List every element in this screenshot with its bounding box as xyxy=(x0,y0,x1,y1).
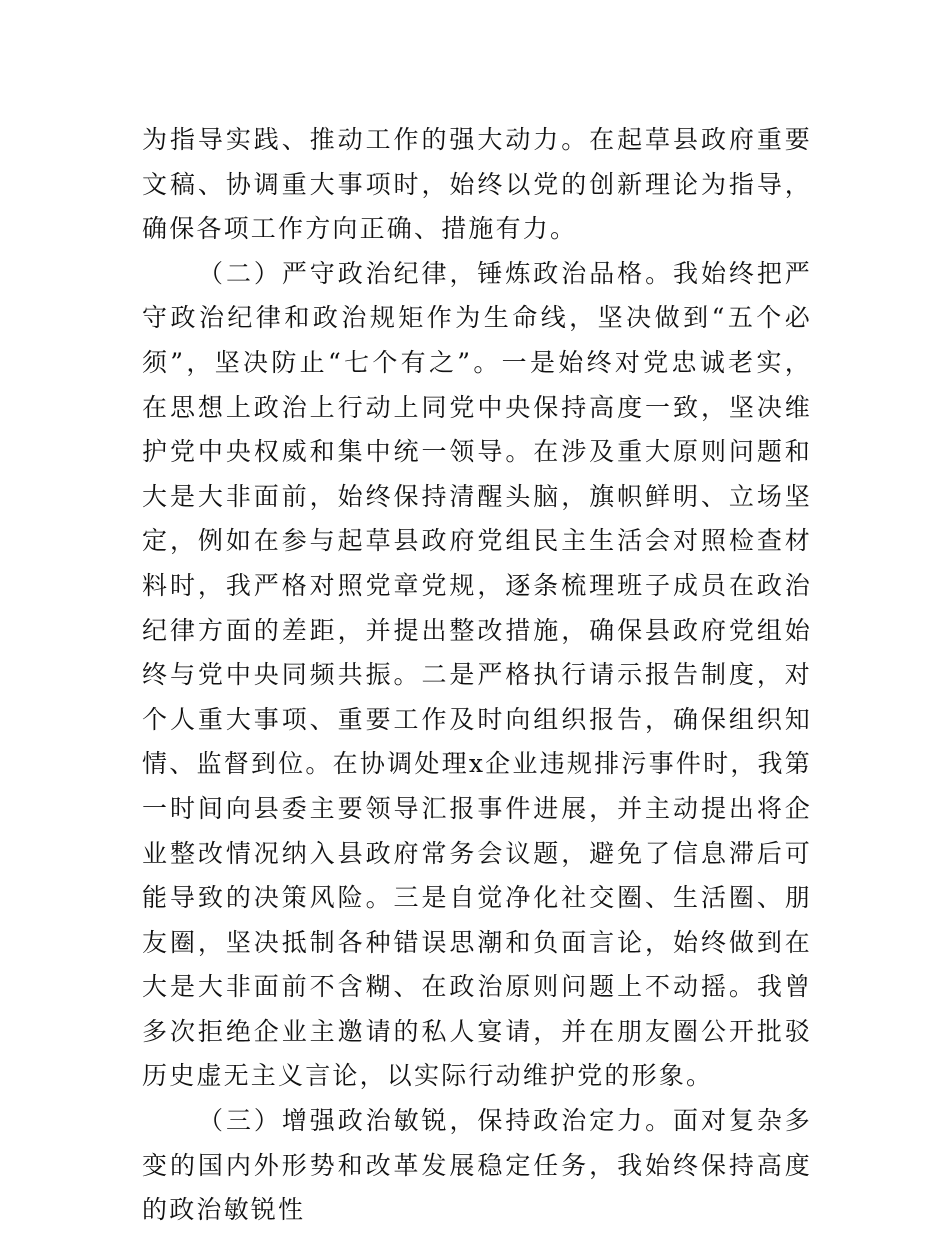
document-page xyxy=(142,118,812,1233)
paragraph-political-sensitivity: （三）增强政治敏锐，保持政治定力。面对复杂多变的国内外形势和改革发展稳定任务，我始终保持高度的政治敏锐性 xyxy=(142,1106,812,1225)
paragraph-continued: 为指导实践、推动工作的强大动力。在起草县政府重要文稿、协调重大事项时，始终以党的创新理论为指导，确保各项工作方向正确、措施有力。 xyxy=(142,125,812,244)
paragraph-political-discipline: （二）严守政治纪律，锤炼政治品格。我始终把严守政治纪律和政治规矩作为生命线，坚决做到“五个必须”，坚决防止“七个有之”。一是始终对党忠诚老实，在思想上政治上行动上同党中央保持高度一致，坚决维护党中央权威和集中统一领导。在涉及重大原则问题和大是大非面前，始终保持清醒头脑，旗帜鲜明、立场坚定，例如在参与起草县政府党组民主生活会对照检查材料时，我严格对照党章党规，逐条梳理班子成员在政治纪律方面的差距，并提出整改措施，确保县政府党组始终与党中央同频共振。二是严格执行请示报告制度，对个人重大事项、重要工作及时向组织报告，确保组织知情、监督到位。在协调处理x企业违规排污事件时，我第一时间向县委主要领导汇报事件进展，并主动提出将企业整改情况纳入县政府常务会议题，避免了信息滞后可能导致的决策风险。三是自觉净化社交圈、生活圈、朋友圈，坚决抵制各种错误思潮和负面言论，始终做到在大是大非面前不含糊、在政治原则问题上不动摇。我曾多次拒绝企业主邀请的私人宴请，并在朋友圈公开批驳历史虚无主义言论，以实际行动维护党的形象。 xyxy=(142,258,812,1091)
